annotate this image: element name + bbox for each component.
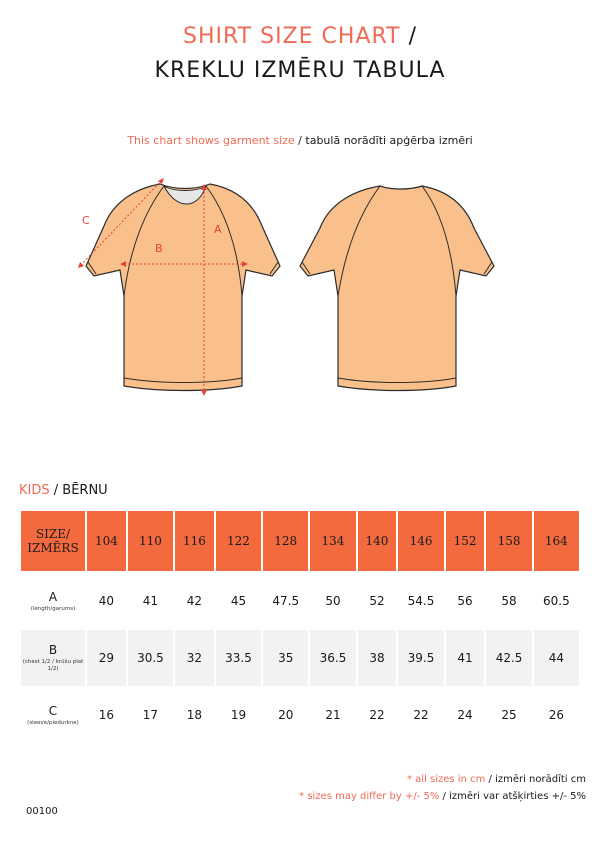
value-cell: 16: [87, 687, 126, 744]
label-c: C: [82, 214, 90, 227]
size-header-line2: IZMĒRS: [27, 541, 79, 555]
value-cell: 38: [358, 630, 397, 687]
value-cell: 32: [175, 630, 214, 687]
value-cell: 44: [534, 630, 579, 687]
note-cm: [407, 774, 586, 785]
table-row-b: [21, 630, 579, 687]
title-en: SHIRT SIZE CHART: [182, 24, 401, 49]
value-cell: 25: [486, 687, 531, 744]
size-152: 152: [446, 511, 485, 573]
value-cell: 18: [175, 687, 214, 744]
value-cell: 52: [358, 573, 397, 630]
row-label-c: [21, 687, 85, 744]
note-tolerance: [299, 791, 586, 802]
front-shirt: [78, 178, 280, 396]
title-lv: KREKLU IZMĒRU TABULA: [154, 58, 446, 83]
table-row-a: [21, 573, 579, 630]
section-label-en: KIDS: [19, 483, 50, 498]
value-cell: 22: [358, 687, 397, 744]
section-label-lv: BĒRNU: [62, 483, 108, 498]
value-cell: 30.5: [128, 630, 173, 687]
value-cell: 50: [310, 573, 355, 630]
size-110: 110: [128, 511, 173, 573]
table-row-c: [21, 687, 579, 744]
row-label-a: [21, 573, 85, 630]
section-label: [19, 483, 108, 498]
subtitle-sep: /: [294, 134, 306, 147]
row-letter: C: [48, 703, 58, 718]
back-shirt: [300, 186, 494, 391]
value-cell: 29: [87, 630, 126, 687]
value-cell: 54.5: [398, 573, 443, 630]
value-cell: 47.5: [263, 573, 308, 630]
note-tolerance-en: sizes may differ by +/- 5%: [307, 791, 440, 802]
value-cell: 41: [446, 630, 485, 687]
value-cell: 21: [310, 687, 355, 744]
product-code: 00100: [26, 806, 58, 817]
note-tolerance-lv: / izmēri var atšķirties +/- 5%: [439, 791, 586, 802]
subtitle: [0, 134, 600, 147]
value-cell: 41: [128, 573, 173, 630]
label-a: A: [214, 223, 222, 236]
note-cm-en: all sizes in cm: [415, 774, 486, 785]
value-cell: 26: [534, 687, 579, 744]
size-header-row: [21, 511, 579, 573]
value-cell: 58: [486, 573, 531, 630]
label-b: B: [155, 242, 163, 255]
size-table: [19, 511, 581, 744]
size-140: 140: [358, 511, 397, 573]
value-cell: 22: [398, 687, 443, 744]
value-cell: 17: [128, 687, 173, 744]
value-cell: 39.5: [398, 630, 443, 687]
size-146: 146: [398, 511, 443, 573]
value-cell: 42.5: [486, 630, 531, 687]
note-tolerance-star: *: [299, 791, 308, 802]
value-cell: 20: [263, 687, 308, 744]
value-cell: 19: [216, 687, 261, 744]
row-note: (chest 1/2 / krūšu plat 1/2): [22, 659, 84, 672]
value-cell: 56: [446, 573, 485, 630]
size-104: 104: [87, 511, 126, 573]
subtitle-lv: tabulā norādīti apģērba izmēri: [305, 134, 473, 147]
size-122: 122: [216, 511, 261, 573]
size-134: 134: [310, 511, 355, 573]
shirt-diagram: [0, 170, 600, 400]
title-line-1: [0, 24, 600, 49]
value-cell: 36.5: [310, 630, 355, 687]
size-164: 164: [534, 511, 579, 573]
value-cell: 35: [263, 630, 308, 687]
note-cm-lv: / izmēri norādīti cm: [485, 774, 586, 785]
subtitle-en: This chart shows garment size: [127, 134, 295, 147]
value-cell: 45: [216, 573, 261, 630]
row-letter: A: [48, 589, 58, 604]
value-cell: 24: [446, 687, 485, 744]
section-label-sep: /: [49, 483, 63, 498]
size-116: 116: [175, 511, 214, 573]
row-note: (length/garums): [30, 605, 76, 612]
row-note: (sleeve/piedurkne): [27, 719, 79, 726]
value-cell: 42: [175, 573, 214, 630]
note-cm-star: *: [406, 774, 416, 785]
size-158: 158: [486, 511, 531, 573]
value-cell: 40: [87, 573, 126, 630]
size-header-cell: [21, 511, 85, 573]
title-separator: /: [400, 24, 417, 49]
value-cell: 33.5: [216, 630, 261, 687]
row-letter: B: [48, 643, 58, 657]
size-header-line1: SIZE/: [35, 527, 71, 541]
size-128: 128: [263, 511, 308, 573]
value-cell: 60.5: [534, 573, 579, 630]
row-label-b: [21, 630, 85, 687]
